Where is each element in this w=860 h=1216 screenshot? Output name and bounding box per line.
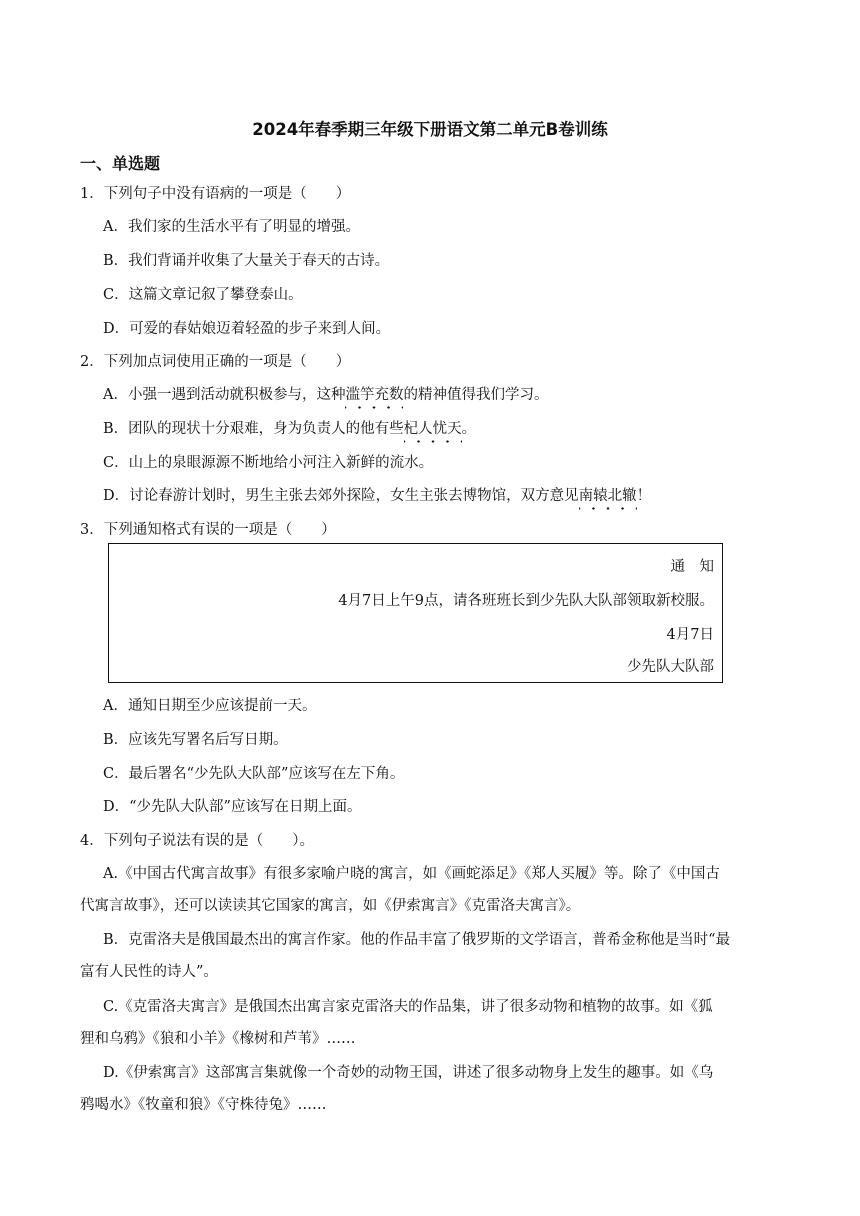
option-text: ！ (636, 488, 652, 504)
option-text: 。 (461, 421, 477, 437)
notice-date: 4月7日 (666, 627, 714, 643)
option-text: D．讨论春游计划时，男生主张去郊外探险，女生主张去博物馆，双方意见 (103, 488, 579, 504)
option-text: B．团队的现状十分艰难，身为负责人的他有些 (103, 421, 404, 437)
question-3-stem: 3．下列通知格式有误的一项是（ ） (80, 522, 336, 538)
option-line: A.《中国古代寓言故事》有很多家喻户晓的寓言，如《画蛇添足》《郑人买履》等。除了《中国古 (103, 866, 720, 882)
question-2-stem: 2．下列加点词使用正确的一项是（ ） (80, 354, 351, 370)
question-1-option-d: D．可爱的春姑娘迈着轻盈的步子来到人间。 (103, 321, 391, 337)
dotted-term: 杞人忧天 (403, 421, 462, 437)
question-2-option-c: C．山上的泉眼源源不断地给小河注入新鲜的流水。 (103, 455, 434, 471)
question-3-option-d: D．“少先队大队部”应该写在日期上面。 (103, 799, 362, 815)
question-3-option-a: A．通知日期至少应该提前一天。 (103, 698, 317, 714)
option-text: 的精神值得我们学习。 (403, 387, 549, 403)
question-3-option-c: C．最后署名“少先队大队部”应该写在左下角。 (103, 766, 405, 782)
question-4-stem: 4．下列句子说法有误的是（ ）。 (80, 833, 314, 849)
option-line: 狸和乌鸦》《狼和小羊》《橡树和芦苇》…… (80, 1031, 356, 1047)
question-3-option-b: B．应该先写署名后写日期。 (103, 732, 288, 748)
notice-heading: 通 知 (670, 559, 714, 575)
question-1-option-b: B．我们背诵并收集了大量关于春天的古诗。 (103, 253, 390, 269)
question-2-option-d (103, 484, 651, 505)
option-line: D.《伊索寓言》这部寓言集就像一个奇妙的动物王国，讲述了很多动物身上发生的趣事。如《乌 (103, 1065, 714, 1081)
question-2-option-b (103, 417, 476, 438)
option-line: 鸦喝水》《牧童和狼》《守株待兔》…… (80, 1097, 327, 1113)
dotted-term: 南辕北辙 (578, 488, 637, 504)
option-line: C.《克雷洛夫寓言》是俄国杰出寓言家克雷洛夫的作品集，讲了很多动物和植物的故事。如《狐 (103, 999, 713, 1015)
option-line: B．克雷洛夫是俄国最杰出的寓言作家。他的作品丰富了俄罗斯的文学语言，普希金称他是当时“最 (103, 932, 731, 948)
section-heading: 一、单选题 (80, 154, 161, 173)
question-1-option-a: A．我们家的生活水平有了明显的增强。 (103, 219, 360, 235)
question-1-stem: 1．下列句子中没有语病的一项是（ ） (80, 186, 351, 202)
option-line: 代寓言故事》，还可以读读其它国家的寓言，如《伊索寓言》《克雷洛夫寓言》。 (80, 898, 581, 914)
question-1-option-c: C．这篇文章记叙了攀登泰山。 (103, 287, 303, 303)
page-title: 2024年春季期三年级下册语文第二单元B卷训练 (252, 120, 608, 139)
notice-box (108, 543, 723, 683)
notice-body: 4月7日上午9点，请各班班长到少先队大队部领取新校服。 (338, 593, 714, 609)
notice-signature: 少先队大队部 (627, 659, 714, 675)
dotted-term: 滥竽充数 (345, 387, 404, 403)
question-2-option-a (103, 383, 548, 404)
option-text: A．小强一遇到活动就积极参与，这种 (103, 387, 346, 403)
option-line: 富有人民性的诗人”。 (80, 964, 218, 980)
